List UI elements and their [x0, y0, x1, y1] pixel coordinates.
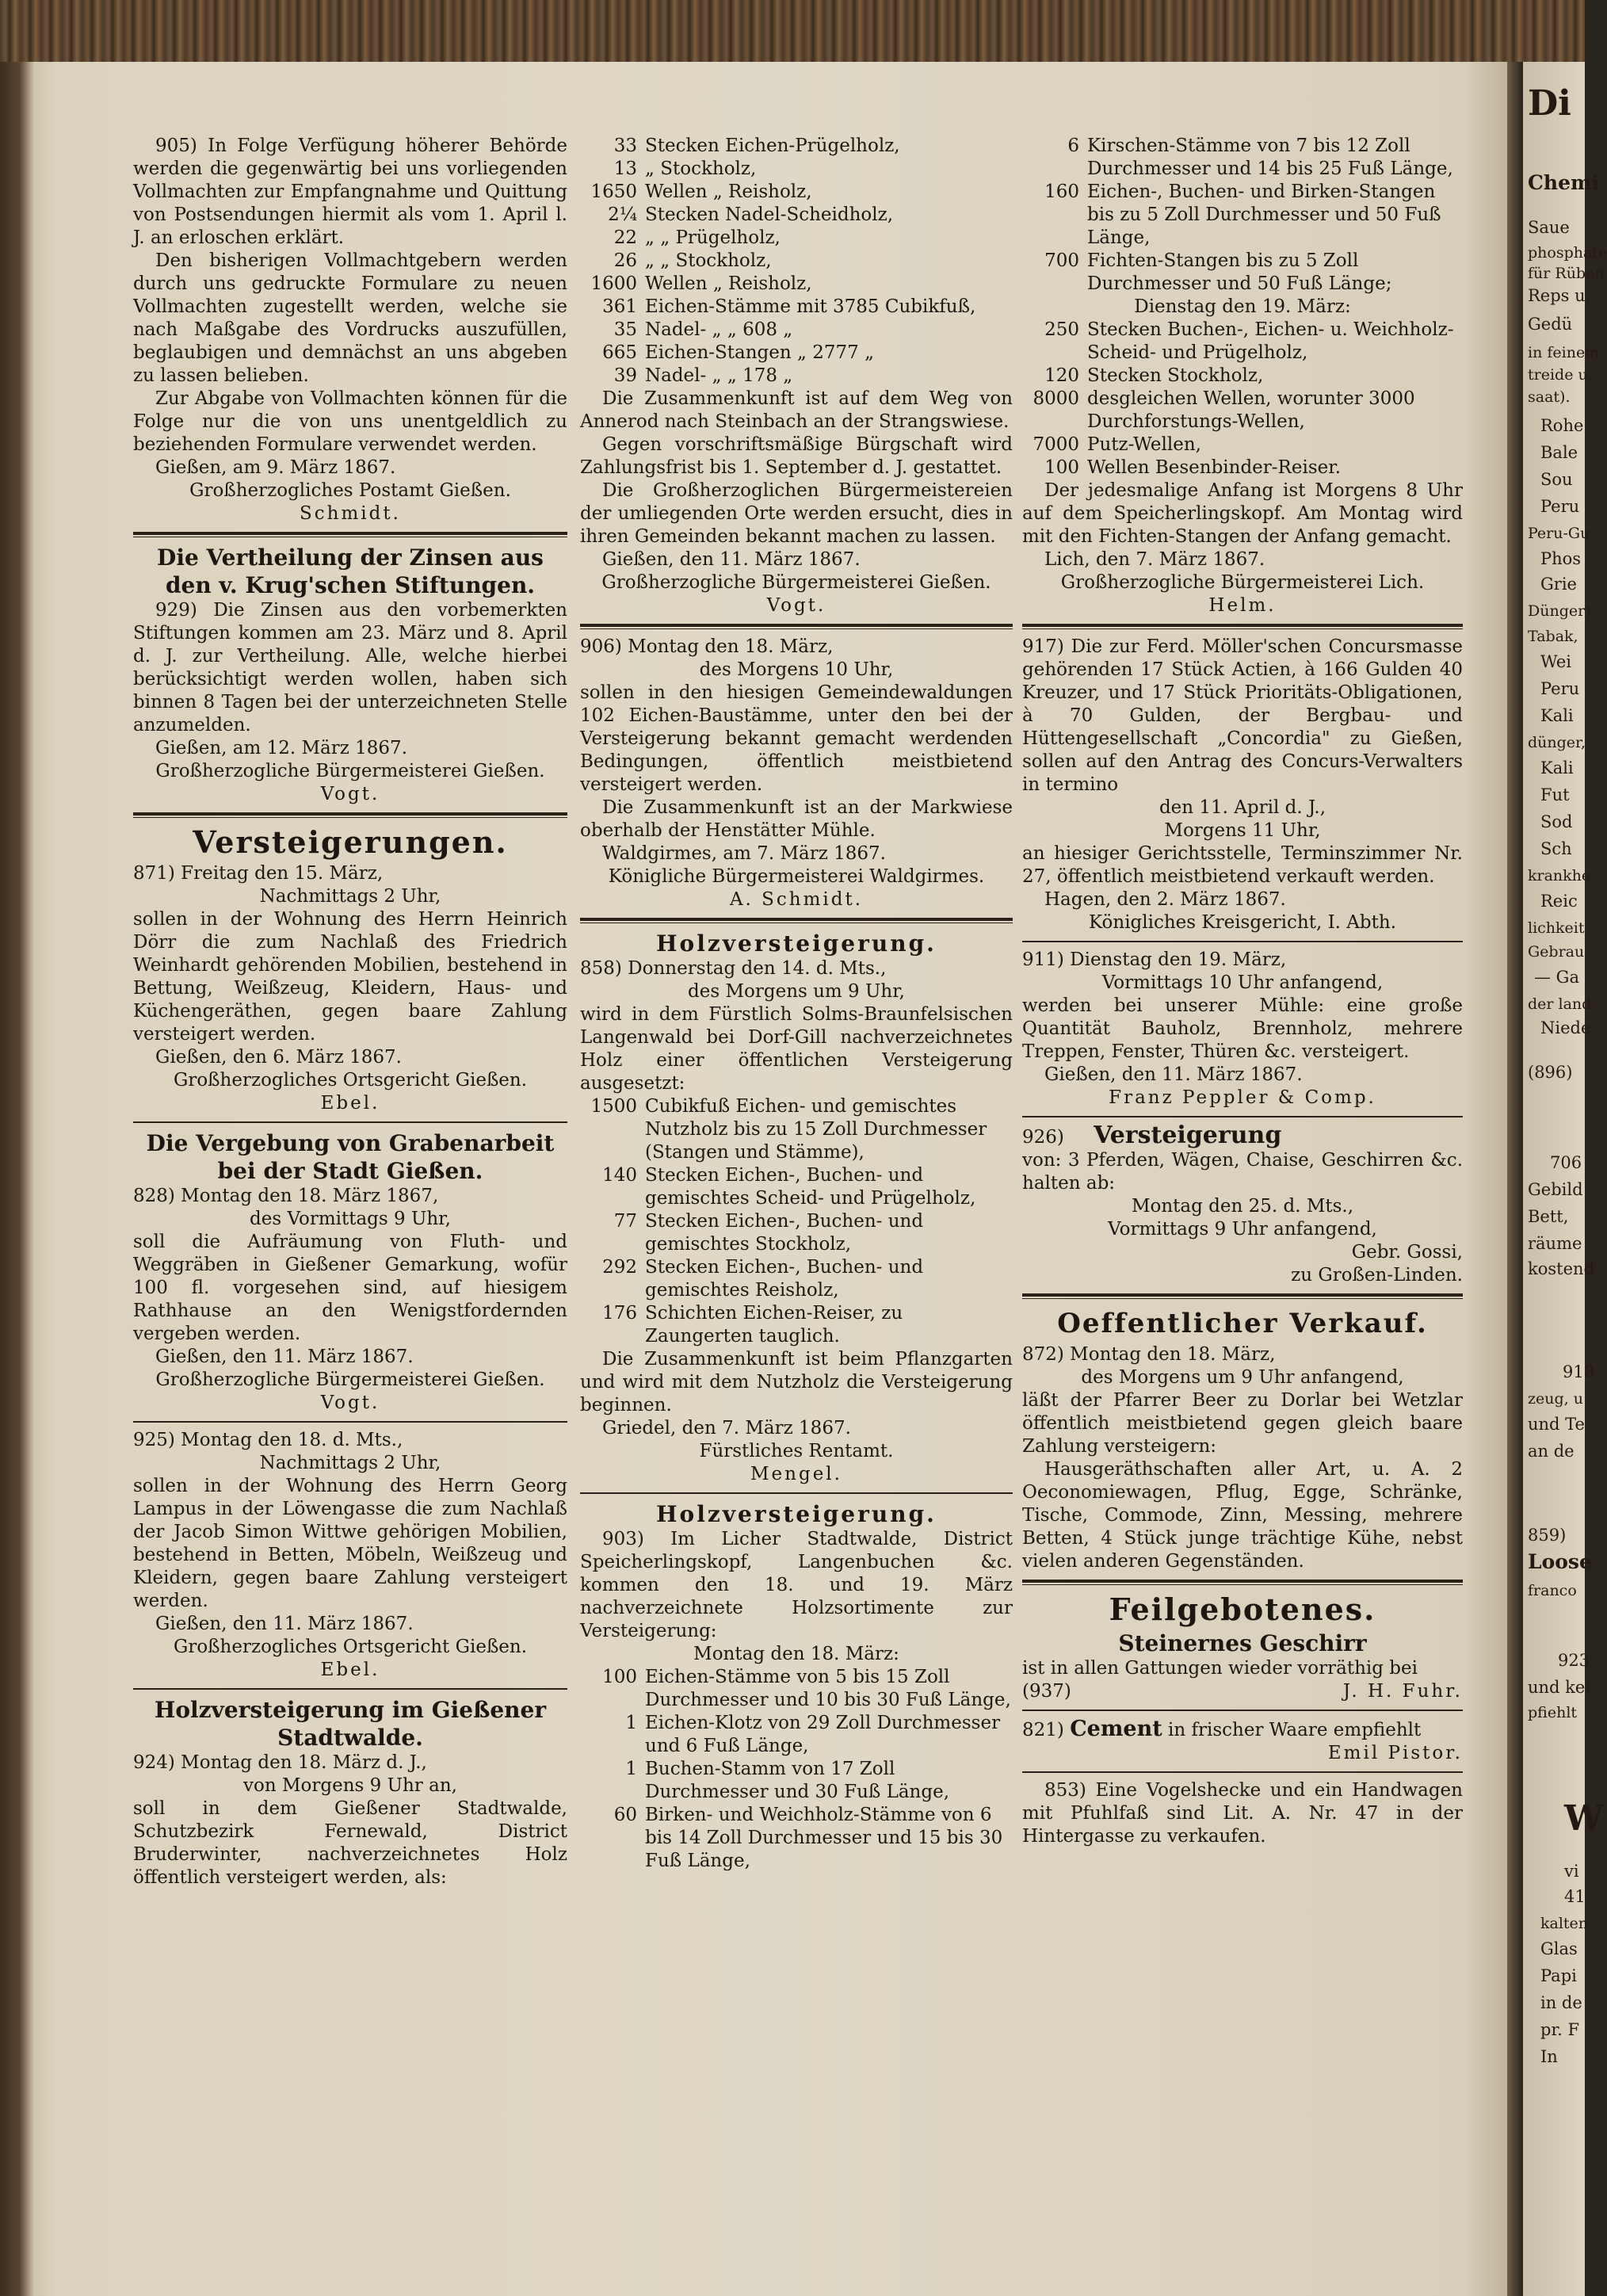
list-item	[1022, 250, 1463, 296]
list-item	[580, 273, 1013, 296]
notice-924-signature: Vogt.	[766, 595, 826, 616]
item-quantity: 2¼	[608, 204, 637, 225]
item-description: Eichen-Stämme von 5 bis 15 Zoll Durchmesser und 10 bis 30 Fuß Länge,	[645, 1667, 1011, 1710]
divider	[133, 1121, 567, 1123]
np-line: In	[1540, 2047, 1558, 2066]
item-quantity: 39	[613, 365, 637, 386]
notice-828-place-date: Gießen, den 11. März 1867.	[155, 1347, 414, 1367]
notice-872-date: 872) Montag den 18. März,	[1022, 1344, 1276, 1365]
np-line: Rohe	[1540, 416, 1584, 435]
notice-903-day2: Dienstag den 19. März:	[1134, 296, 1351, 317]
divider	[1022, 1771, 1463, 1773]
notice-911-text: werden bei unserer Mühle: eine große Quantität Bauholz, Brennholz, mehrere Treppen, Fenster, Thüren &c. versteigert.	[1022, 995, 1463, 1062]
np-line: Tabak,	[1528, 628, 1578, 645]
item-quantity: 160	[1044, 181, 1079, 202]
np-line: in feinem	[1528, 344, 1600, 361]
np-line: Loose	[1528, 1550, 1592, 1573]
page-gutter	[1507, 62, 1523, 2296]
list-item	[1022, 388, 1463, 434]
notice-905-date: Gießen, am 9. März 1867.	[155, 457, 396, 478]
list-item	[580, 1302, 1013, 1348]
notice-926-number: 926)	[1022, 1127, 1064, 1148]
item-description: Eichen-Stämme mit 3785 Cubikfuß,	[645, 296, 976, 317]
item-quantity: 1650	[590, 181, 637, 202]
np-line: Kali	[1540, 706, 1574, 725]
np-line: Gebild	[1528, 1180, 1583, 1199]
divider	[133, 1421, 567, 1423]
item-quantity: 1	[625, 1759, 637, 1779]
heading-924: Holzversteigerung im Gießener Stadtwalde.	[154, 1697, 547, 1751]
notice-917-text: 917) Die zur Ferd. Möller'schen Concursmasse gehörenden 17 Stück Actien, à 166 Gulden 40 Kreuzer, und 17 Stück Prioritäts-Obligationen, à 70 Gulden, der Bergbau- und Hüttengesellschaft „Concordia" zu Gießen, sollen auf den Antrag des Concurs-Verwalters in termino	[1022, 636, 1463, 795]
list-item	[580, 296, 1013, 319]
notice-871-signature: Ebel.	[320, 1093, 380, 1114]
np-line: Bett,	[1528, 1207, 1569, 1226]
divider	[133, 812, 567, 818]
list-item	[580, 319, 1013, 342]
item-description: Wellen „ Reisholz,	[645, 273, 812, 294]
divider	[580, 624, 1013, 629]
section-heading-feilgebotenes: Feilgebotenes.	[1109, 1591, 1376, 1627]
np-line: für Rüben	[1528, 265, 1605, 282]
item-description: Nadel- „ „ 608 „	[645, 319, 793, 340]
list-item	[580, 1666, 1013, 1712]
notice-924-request: Die Großherzoglichen Bürgermeistereien der umliegenden Orte werden ersucht, dies in ihren Gemeinden bekannt machen zu lassen.	[580, 480, 1013, 547]
book-spine	[0, 62, 33, 2296]
item-quantity: 35	[613, 319, 637, 340]
np-line: Chemi	[1528, 171, 1599, 194]
np-line: Papi	[1540, 1966, 1577, 1985]
list-item	[1022, 319, 1463, 365]
notice-821-number: 821)	[1022, 1720, 1064, 1740]
item-quantity: 22	[613, 227, 637, 248]
item-quantity: 292	[602, 1257, 637, 1278]
list-item	[1022, 135, 1463, 181]
notice-828-signature: Vogt.	[320, 1392, 380, 1413]
heading-821: Cement	[1070, 1717, 1162, 1741]
item-quantity: 7000	[1033, 434, 1079, 455]
divider	[1022, 941, 1463, 942]
np-line: Kali	[1540, 758, 1574, 777]
notice-911-time: Vormittags 10 Uhr anfangend,	[1101, 972, 1384, 993]
np-line: räume	[1528, 1234, 1582, 1253]
list-item	[580, 158, 1013, 181]
np-line: 918	[1563, 1362, 1595, 1381]
np-line: und kei	[1528, 1678, 1591, 1697]
np-line: saat).	[1528, 388, 1571, 406]
notice-929-date: Gießen, am 12. März 1867.	[155, 738, 408, 758]
np-line: franco	[1528, 1582, 1577, 1599]
notice-828-authority: Großherzogliche Bürgermeisterei Gießen.	[155, 1370, 545, 1390]
np-line: 923	[1558, 1651, 1590, 1670]
notice-926-time: Vormittags 9 Uhr anfangend,	[1108, 1219, 1377, 1240]
notice-871-text: sollen in der Wohnung des Herrn Heinrich Dörr die zum Nachlaß des Friedrich Weinhardt gehörenden Mobilien, bestehend in Bettung, Weißzeug, Kleidern, Haus- und Küchengeräthen, gegen baare Zahlung versteigert werden.	[133, 909, 567, 1045]
list-item	[580, 1095, 1013, 1164]
item-quantity: 6	[1067, 136, 1079, 156]
np-line: W	[1564, 1798, 1604, 1839]
notice-917-authority: Königliches Kreisgericht, I. Abth.	[1088, 912, 1397, 933]
notice-905-authority: Großherzogliches Postamt Gießen.	[189, 480, 511, 501]
notice-858-signature: Mengel.	[750, 1464, 842, 1484]
np-line: Gedü	[1528, 315, 1573, 334]
np-line: Grie	[1540, 575, 1577, 594]
notice-871-time: Nachmittags 2 Uhr,	[259, 886, 441, 907]
notice-903-authority: Großherzogliche Bürgermeisterei Lich.	[1060, 572, 1425, 593]
item-quantity: 250	[1044, 319, 1079, 340]
item-description: desgleichen Wellen, worunter 3000 Durchforstungs-Wellen,	[1087, 388, 1415, 432]
np-line: 706	[1550, 1153, 1582, 1172]
notice-937-number: (937)	[1022, 1681, 1071, 1702]
np-line: lichkeit.	[1528, 919, 1590, 937]
notice-903-place-date: Lich, den 7. März 1867.	[1044, 549, 1265, 570]
item-quantity: 13	[613, 159, 637, 179]
notice-906-meeting: Die Zusammenkunft ist an der Markwiese oberhalb der Henstätter Mühle.	[580, 797, 1013, 841]
np-line: zeug, u	[1528, 1390, 1583, 1408]
item-quantity: 361	[602, 296, 637, 317]
item-quantity: 8000	[1033, 388, 1079, 409]
list-item	[580, 1210, 1013, 1256]
divider	[133, 1688, 567, 1690]
notice-926-signature: Gebr. Gossi,	[1351, 1242, 1463, 1263]
np-line: vi	[1564, 1862, 1579, 1881]
item-description: Wellen „ Reisholz,	[645, 181, 812, 202]
list-item	[580, 342, 1013, 365]
notice-937-signature: J. H. Fuhr.	[1342, 1681, 1463, 1702]
notice-871-place-date: Gießen, den 6. März 1867.	[155, 1047, 402, 1068]
np-line: Reic	[1540, 892, 1578, 911]
item-quantity: 77	[613, 1211, 637, 1232]
np-line: Reps u.	[1528, 286, 1591, 305]
item-description: Stecken Buchen-, Eichen- u. Weichholz-Scheid- und Prügelholz,	[1087, 319, 1454, 363]
item-quantity: 1	[625, 1713, 637, 1733]
notice-858-text: wird in dem Fürstlich Solms-Braunfelsischen Langenwald bei Dorf-Gill nachverzeichnetes Holz einer öffentlichen Versteigerung ausgesetzt:	[580, 1004, 1013, 1094]
heading-858: Holzversteigerung.	[656, 930, 937, 957]
item-description: Stecken Eichen-, Buchen- und gemischtes Stockholz,	[645, 1211, 924, 1255]
item-quantity: 100	[1044, 457, 1079, 478]
list-item	[580, 1712, 1013, 1758]
list-item	[580, 204, 1013, 227]
notice-828-time: des Vormittags 9 Uhr,	[250, 1209, 451, 1229]
notice-871-authority: Großherzogliches Ortsgericht Gießen.	[173, 1070, 528, 1091]
notice-903-signature: Helm.	[1208, 595, 1277, 616]
np-line: pr. F	[1540, 2020, 1580, 2039]
list-item	[580, 1164, 1013, 1210]
np-line: Niede	[1540, 1018, 1591, 1037]
notice-924-payment: Gegen vorschriftsmäßige Bürgschaft wird Zahlungsfrist bis 1. September d. J. gestattet.	[580, 434, 1013, 478]
notice-925-authority: Großherzogliches Ortsgericht Gießen.	[173, 1637, 528, 1657]
np-line: kostend	[1528, 1259, 1594, 1278]
notice-872-text: läßt der Pfarrer Beer zu Dorlar bei Wetzlar öffentlich meistbietend gegen gleich baare Zahlung versteigern:	[1022, 1390, 1463, 1457]
divider	[580, 1492, 1013, 1494]
notice-858-time: des Morgens um 9 Uhr,	[688, 981, 905, 1002]
np-line: Peru-Gu	[1528, 525, 1590, 542]
notice-937-text: ist in allen Gattungen wieder vorräthig bei	[1022, 1658, 1418, 1679]
section-heading-versteigerungen: Versteigerungen.	[193, 824, 508, 860]
notice-924-authority: Großherzogliche Bürgermeisterei Gießen.	[601, 572, 991, 593]
column-3	[1022, 135, 1463, 1848]
np-line: Gebrau	[1528, 943, 1585, 961]
notice-828-date: 828) Montag den 18. März 1867,	[133, 1186, 439, 1206]
item-description: „ „ Prügelholz,	[645, 227, 781, 248]
divider	[580, 918, 1013, 923]
notice-905-signature: Schmidt.	[300, 503, 401, 524]
list-item	[1022, 365, 1463, 388]
item-description: Cubikfuß Eichen- und gemischtes Nutzholz bis zu 15 Zoll Durchmesser (Stangen und Stämme),	[645, 1096, 987, 1163]
notice-821-line	[1022, 1717, 1463, 1742]
notice-937-footer	[1022, 1680, 1463, 1703]
wood-list-903-day2	[1022, 319, 1463, 479]
heading-929: Die Vertheilung der Zinsen aus den v. Krug'schen Stiftungen.	[157, 544, 544, 598]
item-description: „ „ Stockholz,	[645, 250, 772, 271]
item-quantity: 700	[1044, 250, 1079, 271]
list-item	[580, 1804, 1013, 1873]
np-line: 41	[1564, 1887, 1586, 1906]
list-item	[580, 365, 1013, 388]
np-line: Peru	[1540, 497, 1580, 516]
notice-911-date: 911) Dienstag den 19. März,	[1022, 949, 1287, 970]
heading-828: Die Vergebung von Grabenarbeit bei der Stadt Gießen.	[146, 1130, 555, 1184]
item-quantity: 26	[613, 250, 637, 271]
np-line: Peru	[1540, 679, 1580, 698]
notice-872-time: des Morgens um 9 Uhr anfangend,	[1081, 1367, 1404, 1388]
notice-925-date: 925) Montag den 18. d. Mts.,	[133, 1430, 403, 1450]
np-line: Dünger)	[1528, 602, 1591, 620]
notice-906-signature: A. Schmidt.	[729, 889, 864, 910]
notice-903-start: Der jedesmalige Anfang ist Morgens 8 Uhr auf dem Speicherlingskopf. Am Montag wird mit den Fichten-Stangen der Anfang gemacht.	[1022, 480, 1463, 547]
notice-906-time: des Morgens 10 Uhr,	[699, 659, 894, 680]
notice-871-date: 871) Freitag den 15. März,	[133, 863, 384, 884]
notice-911-signature: Franz Peppler & Comp.	[1109, 1087, 1376, 1108]
item-description: Birken- und Weichholz-Stämme von 6 bis 14 Zoll Durchmesser und 15 bis 30 Fuß Länge,	[645, 1805, 1003, 1871]
notice-925-place-date: Gießen, den 11. März 1867.	[155, 1614, 414, 1634]
notice-858-date: 858) Donnerstag den 14. d. Mts.,	[580, 958, 887, 979]
np-line: krankhe	[1528, 867, 1591, 884]
notice-828-text: soll die Aufräumung von Fluth- und Weggräben in Gießener Gemarkung, wofür 100 fl. vorgesehen sind, auf hiesigem Rathhause an den Wenigstfordernden vergeben werden.	[133, 1232, 567, 1344]
notice-853-text: 853) Eine Vogelshecke und ein Handwagen mit Pfuhlfaß sind Lit. A. Nr. 47 in der Hintergasse zu verkaufen.	[1022, 1780, 1463, 1847]
item-description: Schichten Eichen-Reiser, zu Zaungerten tauglich.	[645, 1303, 903, 1347]
item-description: Eichen-Klotz von 29 Zoll Durchmesser und 6 Fuß Länge,	[645, 1713, 1001, 1756]
np-line: Di	[1528, 83, 1571, 124]
item-description: „ Stockholz,	[645, 159, 757, 179]
heading-903: Holzversteigerung.	[656, 1501, 937, 1527]
notice-906-text: sollen in den hiesigen Gemeindewaldungen 102 Eichen-Baustämme, unter den bei der Versteigerung bekannt gemacht werdenden Bedingungen, öffentlich meistbietend versteigert werden.	[580, 682, 1013, 795]
np-line: dünger,	[1528, 734, 1586, 751]
item-description: Stecken Eichen-, Buchen- und gemischtes Reisholz,	[645, 1257, 924, 1301]
divider	[1022, 1710, 1463, 1711]
np-line: Bale	[1540, 443, 1578, 462]
item-quantity: 120	[1044, 365, 1079, 386]
notice-917-time: Morgens 11 Uhr,	[1164, 820, 1321, 841]
notice-821-text: in frischer Waare empfiehlt	[1168, 1720, 1422, 1740]
notice-924-time: von Morgens 9 Uhr an,	[243, 1775, 457, 1796]
notice-917-date: den 11. April d. J.,	[1158, 797, 1326, 818]
list-item	[580, 1758, 1013, 1804]
np-line: (896)	[1528, 1063, 1573, 1082]
item-description: Eichen-Stangen „ 2777 „	[645, 342, 875, 363]
column-2	[580, 135, 1013, 1873]
item-quantity: 1600	[590, 273, 637, 294]
np-line: phosphate	[1528, 244, 1607, 262]
np-line: Sch	[1540, 839, 1572, 858]
list-item	[580, 1256, 1013, 1302]
notice-858-authority: Fürstliches Rentamt.	[699, 1441, 894, 1461]
notice-926-place: zu Großen-Linden.	[1291, 1265, 1463, 1286]
np-line: pfiehlt	[1528, 1704, 1578, 1721]
notice-924-date: 924) Montag den 18. März d. J.,	[133, 1752, 427, 1773]
item-quantity: 140	[602, 1165, 637, 1186]
list-item	[580, 227, 1013, 250]
notice-929-authority: Großherzogliche Bürgermeisterei Gießen.	[155, 761, 545, 781]
np-line: Glas	[1540, 1939, 1578, 1958]
np-line: Fut	[1540, 785, 1570, 804]
np-line: Saue	[1528, 218, 1570, 237]
notice-858-meeting: Die Zusammenkunft ist beim Pflanzgarten und wird mit dem Nutzholz die Versteigerung beginnen.	[580, 1349, 1013, 1415]
notice-924-meeting: Die Zusammenkunft ist auf dem Weg von Annerod nach Steinbach an der Strangswiese.	[580, 388, 1013, 432]
np-line: Sou	[1540, 470, 1573, 489]
np-line: der land	[1528, 995, 1592, 1013]
notice-906-authority: Königliche Bürgermeisterei Waldgirmes.	[608, 866, 985, 887]
list-item	[1022, 457, 1463, 479]
np-line: Sod	[1540, 812, 1573, 831]
notice-911-place-date: Gießen, den 11. März 1867.	[1044, 1064, 1303, 1085]
heading-937: Steinernes Geschirr	[1118, 1630, 1367, 1656]
notice-905-text-2: Den bisherigen Vollmachtgebern werden durch uns gedruckte Formulare zu neuen Vollmachten zugestellt werden, welche sie nach Maßgabe des Vordrucks auszufüllen, beglaubigen und demnächst an uns abgeben zu lassen belieben.	[133, 250, 567, 386]
np-line: 859)	[1528, 1526, 1567, 1545]
notice-917-text-2: an hiesiger Gerichtsstelle, Terminszimmer Nr. 27, öffentlich meistbietend verkauft werden.	[1022, 843, 1463, 887]
item-quantity: 665	[602, 342, 637, 363]
item-quantity: 176	[602, 1303, 637, 1324]
notice-903-text: 903) Im Licher Stadtwalde, District Speicherlingskopf, Langenbuchen &c. kommen den 18. und 19. März nachverzeichnete Holzsortimente zur Versteigerung:	[580, 1529, 1013, 1641]
notice-925-time: Nachmittags 2 Uhr,	[259, 1453, 441, 1473]
np-line: treide u.	[1528, 366, 1593, 384]
notice-906-place-date: Waldgirmes, am 7. März 1867.	[602, 843, 886, 864]
item-quantity: 1500	[590, 1096, 637, 1117]
divider	[1022, 624, 1463, 629]
notice-924-text: soll in dem Gießener Stadtwalde, Schutzbezirk Fernewald, District Bruderwinter, nachverzeichnetes Holz öffentlich versteigert werden, als:	[133, 1798, 567, 1888]
notice-905-text-3: Zur Abgabe von Vollmachten können für die Folge nur die von uns unentgeldlich zu beziehenden Formulare verwendet werden.	[133, 388, 567, 455]
item-description: Buchen-Stamm von 17 Zoll Durchmesser und 30 Fuß Länge,	[645, 1759, 950, 1802]
item-description: Fichten-Stangen bis zu 5 Zoll Durchmesser und 50 Fuß Länge;	[1087, 250, 1392, 294]
item-description: Eichen-, Buchen- und Birken-Stangen bis zu 5 Zoll Durchmesser und 50 Fuß Länge,	[1087, 181, 1441, 248]
item-quantity: 100	[602, 1667, 637, 1687]
notice-929-text: 929) Die Zinsen aus den vorbemerkten Stiftungen kommen am 23. März und 8. April d. J. zur Vertheilung. Alle, welche hierbei berücksichtigt werden wollen, haben sich binnen 8 Tagen bei der unterzeichneten Stelle anzumelden.	[133, 600, 567, 735]
item-description: Stecken Stockholz,	[1087, 365, 1264, 386]
wood-list-903-day1	[580, 1666, 1013, 1873]
divider	[1022, 1580, 1463, 1585]
list-item	[580, 181, 1013, 204]
np-line: an de	[1528, 1442, 1575, 1461]
list-item	[580, 135, 1013, 158]
np-line: kalten	[1540, 1915, 1589, 1932]
notice-858-place-date: Griedel, den 7. März 1867.	[602, 1418, 851, 1438]
list-item	[1022, 434, 1463, 457]
np-line: Wei	[1540, 652, 1572, 671]
notice-924-place-date: Gießen, den 11. März 1867.	[602, 549, 861, 570]
notice-926-date: Montag den 25. d. Mts.,	[1131, 1196, 1354, 1217]
wood-list-924	[580, 135, 1013, 388]
np-line: in de	[1540, 1993, 1582, 2012]
notice-903-day1: Montag den 18. März:	[693, 1644, 899, 1664]
np-line: — Ga	[1534, 968, 1579, 987]
notice-821-signature: Emil Pistor.	[1327, 1743, 1463, 1763]
notice-872-items: Hausgeräthschaften aller Art, u. A. 2 Oeconomiewagen, Pflug, Egge, Schränke, Tische, Commode, Zinn, Messing, mehrere Betten, 4 Stück junge trächtige Kühe, nebst vielen anderen Gegenständen.	[1022, 1459, 1463, 1572]
heading-872: Oeffentlicher Verkauf.	[1057, 1308, 1428, 1339]
list-item	[580, 250, 1013, 273]
item-description: Stecken Eichen-Prügelholz,	[645, 136, 900, 156]
notice-929-signature: Vogt.	[320, 784, 380, 804]
wood-list-858	[580, 1095, 1013, 1348]
wood-list-903-cont	[1022, 135, 1463, 296]
notice-925-signature: Ebel.	[320, 1660, 380, 1680]
notice-926-text: von: 3 Pferden, Wägen, Chaise, Geschirren &c. halten ab:	[1022, 1150, 1463, 1194]
heading-926: Versteigerung	[1094, 1121, 1282, 1149]
item-description: Wellen Besenbinder-Reiser.	[1087, 457, 1342, 478]
item-description: Kirschen-Stämme von 7 bis 12 Zoll Durchmesser und 14 bis 25 Fuß Länge,	[1087, 136, 1453, 179]
item-description: Nadel- „ „ 178 „	[645, 365, 793, 386]
notice-905-text: 905) In Folge Verfügung höherer Behörde werden die gegenwärtig bei uns vorliegenden Vollmachten zur Empfangnahme und Quittung von Postsendungen hiermit als vom 1. April l. J. an erloschen erklärt.	[133, 136, 567, 248]
item-description: Putz-Wellen,	[1087, 434, 1201, 455]
notice-917-place-date: Hagen, den 2. März 1867.	[1044, 889, 1286, 910]
divider	[1022, 1116, 1463, 1117]
np-line: und Te	[1528, 1415, 1585, 1434]
item-description: Stecken Eichen-, Buchen- und gemischtes Scheid- und Prügelholz,	[645, 1165, 976, 1209]
divider	[1022, 1293, 1463, 1299]
item-description: Stecken Nadel-Scheidholz,	[645, 204, 894, 225]
item-quantity: 60	[613, 1805, 637, 1825]
column-1	[133, 135, 567, 1889]
list-item	[1022, 181, 1463, 250]
divider	[133, 532, 567, 537]
notice-925-text: sollen in der Wohnung des Herrn Georg Lampus in der Löwengasse die zum Nachlaß der Jacob Simon Wittwe gehörigen Mobilien, bestehend in Betten, Möbeln, Weißzeug und Kleidern, gegen baare Zahlung versteigert werden.	[133, 1476, 567, 1611]
notice-906-date: 906) Montag den 18. März,	[580, 636, 834, 657]
item-quantity: 33	[613, 136, 637, 156]
book-binding	[0, 0, 1585, 62]
next-page-edge	[1523, 62, 1607, 2296]
np-line: Phos	[1540, 549, 1582, 568]
notice-926-heading-line	[1022, 1121, 1463, 1149]
